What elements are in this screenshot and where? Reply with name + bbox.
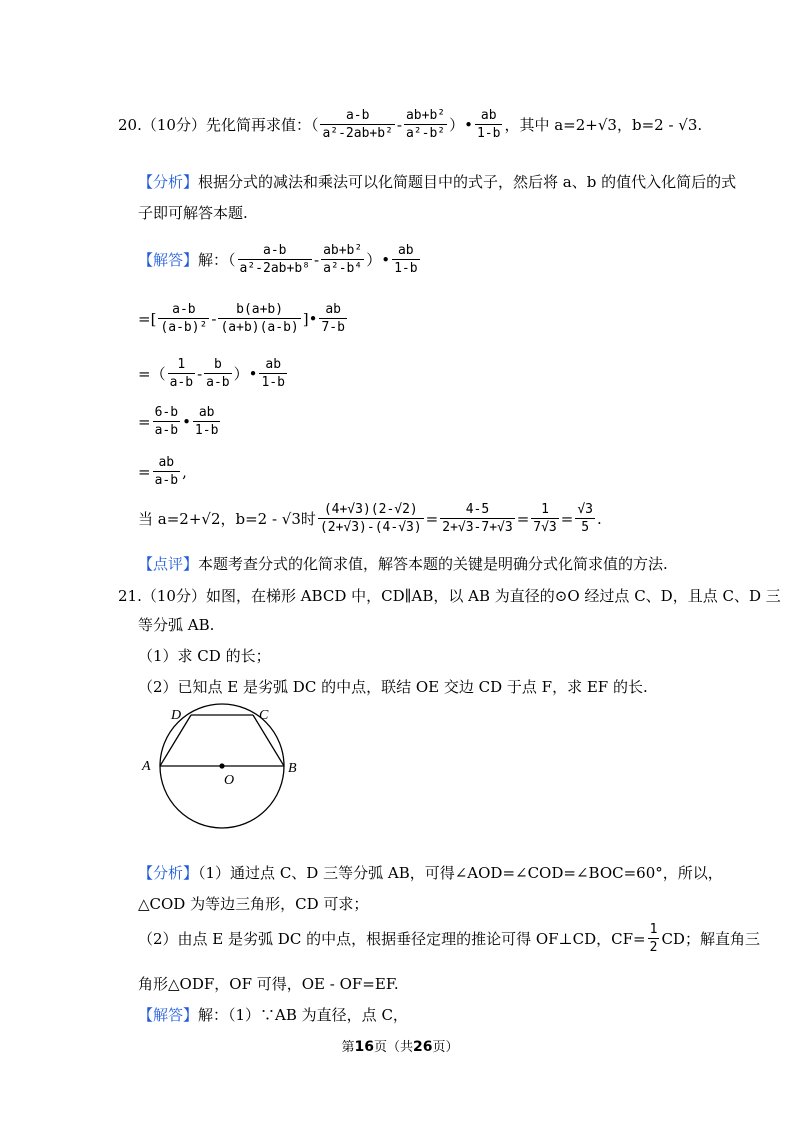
solution-tag: 【解答】	[138, 1006, 199, 1024]
sol20-l5-fraction-1: $\frac{ab}{a-b}$	[154, 455, 179, 488]
analysis-21-line-4: 角形△ODF，OF 可得，OE - OF=EF.	[138, 975, 399, 993]
solution-20-line-4: = $\frac{6-b}{a-b}$ • $\frac{ab}{1-b}$	[138, 405, 219, 438]
sol20-l1-fraction-3: $\frac{ab}{1-b}$	[394, 243, 418, 276]
analysis-20-line-1: 【分析】根据分式的减法和乘法可以化简题目中的式子，然后将 a、b 的值代入化简后的式	[138, 173, 737, 191]
half-fraction: $\frac{1}{2}$	[649, 922, 658, 955]
sol20-l4-fraction-2: $\frac{ab}{1-b}$	[194, 405, 219, 438]
solution-21: 【解答】解：（1）∵AB 为直径，点 C，	[138, 1006, 408, 1024]
label-a: A	[142, 759, 151, 774]
geometry-figure	[140, 700, 310, 840]
sol20-l6-fraction-3: $\frac{1}{7√3}$	[533, 502, 557, 535]
sol20-l2-fraction-2: $\frac{b(a+b)}{(a+b)(a-b)}$	[220, 302, 299, 335]
comment-tag: 【点评】	[138, 555, 199, 573]
solution-20-line-5: = $\frac{ab}{a-b}$ ,	[138, 455, 187, 488]
sol20-l3-fraction-1: $\frac{1}{a-b}$	[169, 357, 194, 390]
solution-20-line-3: =（ $\frac{1}{a-b}$ - $\frac{b}{a-b}$ ）• $\frac{ab}{1-b}$	[138, 357, 285, 390]
analysis-21-line-1: 【分析】（1）通过点 C、D 三等分弧 AB，可得∠AOD=∠COD=∠BOC=60°，所以，	[138, 864, 723, 882]
sol20-l6-fraction-1: $\frac{(4+√3)(2-√2)}{(2+√3)-(4-√3)}$	[319, 502, 422, 535]
analysis-20-line-2: 子即可解答本题.	[138, 204, 248, 222]
q21-line-2: 等分弧 AB.	[138, 616, 215, 634]
label-o: O	[224, 773, 235, 788]
comment-20: 【点评】本题考查分式的化简求值，解答本题的关键是明确分式化简求值的方法.	[138, 555, 668, 573]
sol20-l3-fraction-3: $\frac{ab}{1-b}$	[261, 357, 285, 390]
analysis-tag: 【分析】	[138, 864, 199, 882]
sol20-l3-fraction-2: $\frac{b}{a-b}$	[206, 357, 230, 390]
analysis-tag: 【分析】	[138, 173, 199, 191]
q20-fraction-3: $\frac{ab}{1-b}$	[476, 108, 501, 141]
q20-tail: ，其中 a=2+√3，b=2 - √3.	[504, 116, 703, 134]
label-c: C	[259, 708, 269, 723]
analysis-21-line-2: △COD 为等边三角形，CD 可求；	[138, 895, 369, 913]
solution-20-line-2: =[ $\frac{a-b}{\text{(a-b)²}}$ - $\frac{b(a+b)}{(a+b)(a-b)}$ ]• $\frac{ab}{7-b}$	[138, 302, 345, 335]
side-bc	[253, 715, 284, 766]
q21-line-1: 21.（10分）如图，在梯形 ABCD 中，CD∥AB，以 AB 为直径的⊙O 经过点 C、D，且点 C、D 三	[118, 587, 781, 605]
label-b: B	[288, 761, 297, 776]
q20-header: 20.（10分）先化简再求值：（	[118, 116, 319, 134]
solution-20-line-1: 【解答】 解：（ $\frac{a-b}{\text{a²-2ab+b⁸}}$ - $\frac{\text{ab+b²}}{\text{a²-b⁴}}$ ）• $\frac{ab}{1-b}$	[138, 243, 418, 276]
q21-part-1: （1）求 CD 的长；	[138, 647, 271, 665]
sol20-l1-fraction-2: $\frac{\text{ab+b²}}{\text{a²-b⁴}}$	[323, 243, 363, 276]
analysis-21-line-3: （2）由点 E 是劣弧 DC 的中点，根据垂径定理的推论可得 OF⊥CD，CF= $\frac{1}{2}$ CD；解直角三	[138, 922, 760, 955]
total-pages: 26	[413, 1039, 433, 1055]
q20-fraction-2: $\frac{\text{ab+b²}}{\text{a²-b²}}$	[405, 108, 446, 141]
center-dot	[219, 763, 224, 768]
sol20-l2-fraction-3: $\frac{ab}{7-b}$	[321, 302, 345, 335]
solution-tag: 【解答】	[138, 251, 199, 269]
page-footer: 第16页（共26页）	[341, 1039, 459, 1055]
sol20-l6-fraction-2: $\frac{4-5}{2+√3-7+√3}$	[442, 502, 513, 535]
question-20: 20.（10分）先化简再求值：（ $\frac{a-b}{\text{a²-2ab+b²}}$ - $\frac{\text{ab+b²}}{\text{a²-b²}}$ ）• $\frac{ab}{1-b}$ ，其中 a=2+√3，b=2 - √3.	[118, 108, 703, 141]
sol20-l4-fraction-1: $\frac{6-b}{a-b}$	[154, 405, 179, 438]
solution-20-line-6: 当 a=2+√2，b=2 - √3时 $\frac{(4+√3)(2-√2)}{(2+√3)-(4-√3)}$ = $\frac{4-5}{2+√3-7+√3}$ = $\frac{1}{7√3}$ = $\frac{√3}{5}$ .	[138, 502, 602, 535]
sol20-l6-fraction-4: $\frac{√3}{5}$	[577, 502, 593, 535]
label-d: D	[171, 708, 182, 723]
q21-part-2: （2）已知点 E 是劣弧 DC 的中点，联结 OE 交边 CD 于点 F，求 EF 的长.	[138, 678, 648, 696]
page-number: 16	[354, 1039, 374, 1055]
q20-fraction-1: $\frac{a-b}{\text{a²-2ab+b²}}$	[322, 108, 393, 141]
sol20-l1-fraction-1: $\frac{a-b}{\text{a²-2ab+b⁸}}$	[239, 243, 310, 276]
sol20-l2-fraction-1: $\frac{a-b}{\text{(a-b)²}}$	[160, 302, 208, 335]
